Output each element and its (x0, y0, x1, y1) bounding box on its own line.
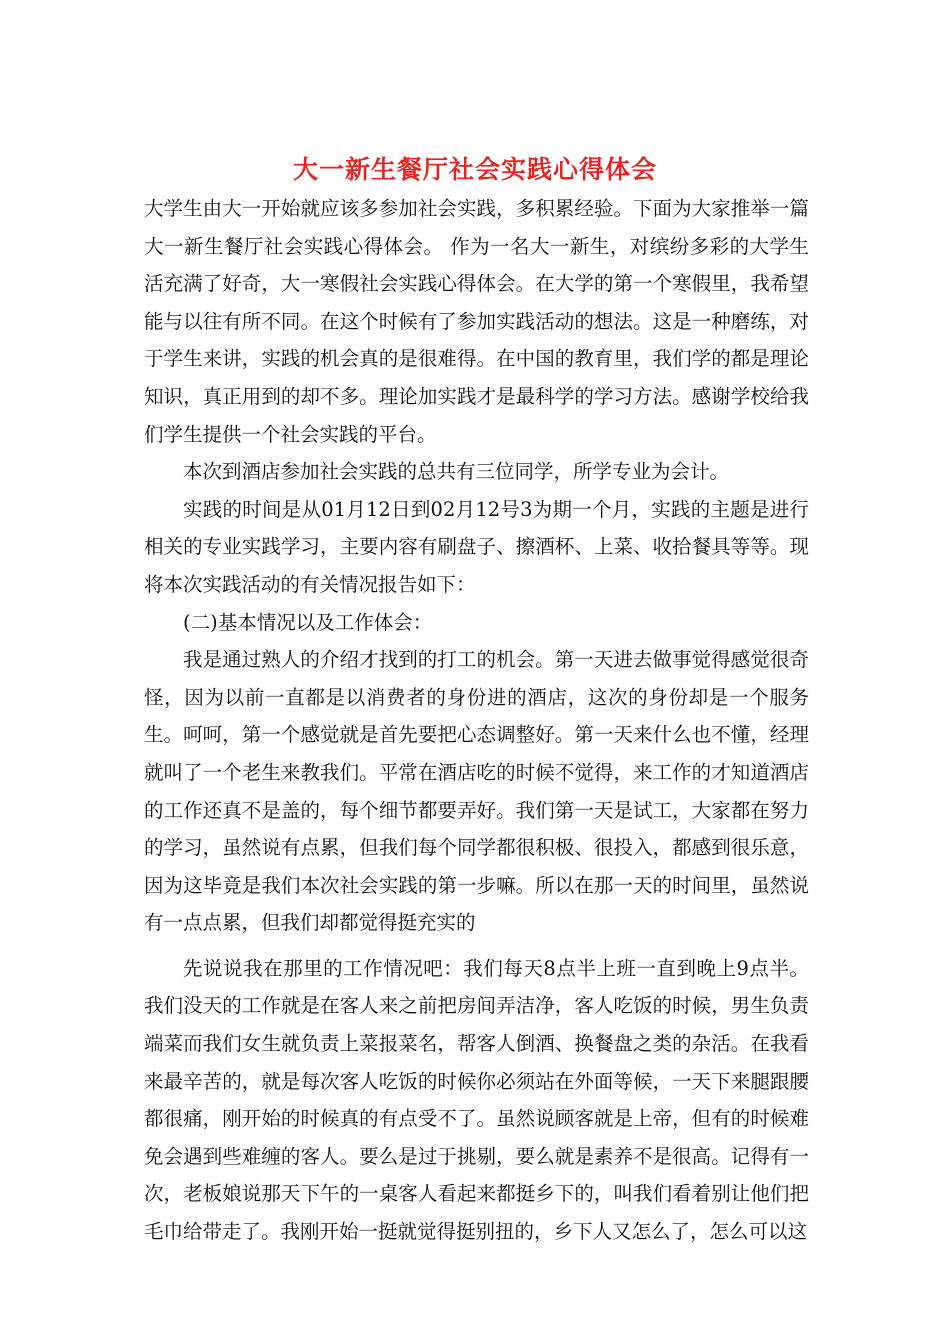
paragraph-schedule: 实践的时间是从01月12日到02月12号3为期一个月，实践的主题是进行相关的专业实践学习，主要内容有刷盘子、擦酒杯、上菜、收拾餐具等等。现将本次实践活动的有关情况报告如下： (144, 497, 809, 596)
paragraph-intro: 大学生由大一开始就应该多参加社会实践，多积累经验。下面为大家推举一篇大一新生餐厅社会实践心得体会。 作为一名大一新生，对缤纷多彩的大学生活充满了好奇，大一寒假社会实践心得体会。在大学的第一个寒假里，我希望能与以往有所不同。在这个时候有了参加实践活动的想法。这是一种磨练，对于学生来讲，实践的机会真的是很难得。在中国的教育里，我们学的都是理论知识，真正用到的却不多。理论加实践才是最科学的学习方法。感谢学校给我们学生提供一个社会实践的平台。 (144, 197, 809, 446)
paragraph-first-day: 我是通过熟人的介绍才找到的打工的机会。第一天进去做事觉得感觉很奇怪，因为以前一直都是以消费者的身份进的酒店，这次的身份却是一个服务生。呵呵，第一个感觉就是首先要把心态调整好。第一天来什么也不懂，经理就叫了一个老生来教我们。平常在酒店吃的时候不觉得，来工作的才知道酒店的工作还真不是盖的，每个细节都要弄好。我们第一天是试工，大家都在努力的学习，虽然说有点累，但我们每个同学都很积极、很投入，都感到很乐意，因为这毕竟是我们本次社会实践的第一步嘛。所以在那一天的时间里，虽然说有一点点累，但我们却都觉得挺充实的 (144, 648, 809, 935)
document-body (144, 190, 809, 1251)
section-heading-basic-situation: (二)基本情况以及工作体会： (183, 610, 433, 634)
paragraph-participants: 本次到酒店参加社会实践的总共有三位同学，所学专业为会计。 (183, 460, 730, 484)
document-title: 大一新生餐厅社会实践心得体会 (292, 155, 657, 184)
paragraph-work-situation: 先说说我在那里的工作情况吧：我们每天8点半上班一直到晚上9点半。我们没天的工作就是在客人来之前把房间弄洁净，客人吃饭的时候，男生负责端菜而我们女生就负责上菜报菜名，帮客人倒酒、换餐盘之类的杂活。在我看来最辛苦的，就是每次客人吃饭的时候你必须站在外面等候，一天下来腿跟腰都很痛，刚开始的时候真的有点受不了。虽然说顾客就是上帝，但有的时候难免会遇到些难缠的客人。要么是过于挑剔，要么就是素养不是很高。记得有一次，老板娘说那天下午的一桌客人看起来都挺乡下的，叫我们看着别让他们把毛巾给带走了。我刚开始一挺就觉得挺别扭的，乡下人又怎么了，怎么可以这 (144, 956, 809, 1244)
